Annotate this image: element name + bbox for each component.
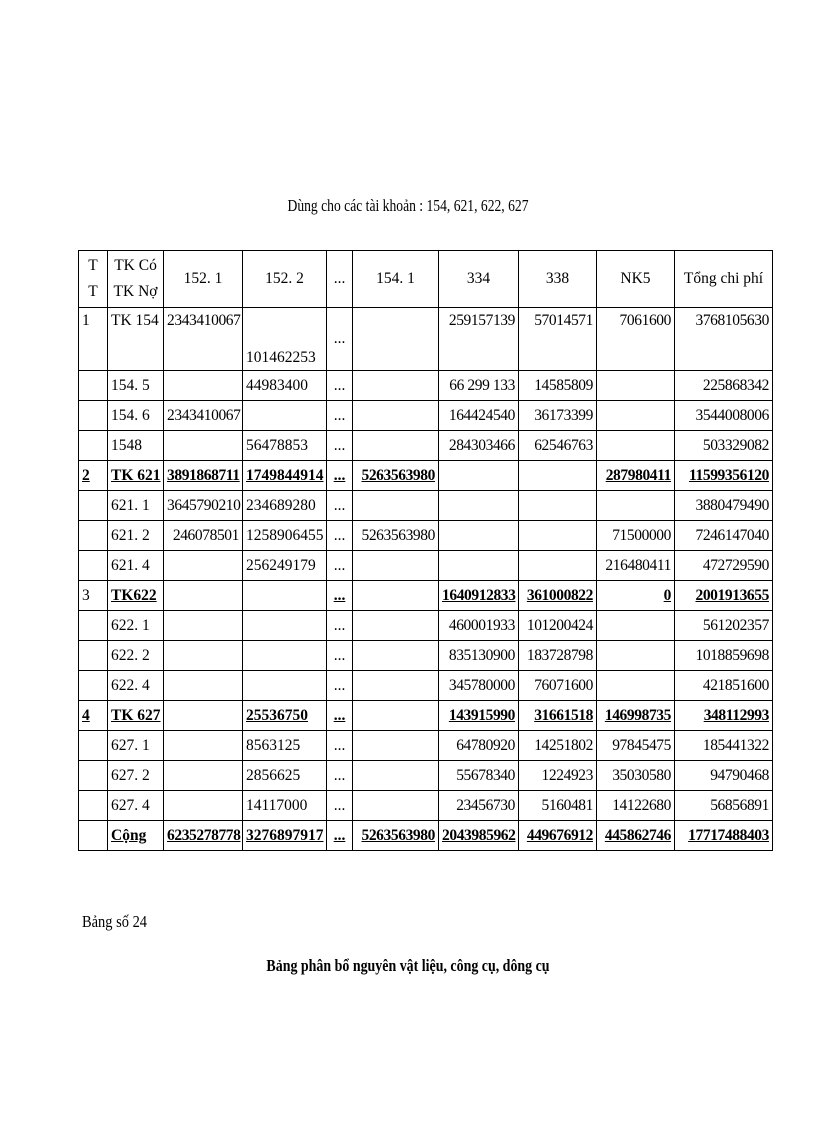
- cell-152-2: 234689280: [243, 491, 327, 521]
- cell-total: 2001913655: [675, 581, 773, 611]
- table-row: [79, 761, 773, 791]
- cell-152-2: 44983400: [243, 371, 327, 401]
- cell-account: 627. 4: [108, 791, 164, 821]
- cell-account: 627. 1: [108, 731, 164, 761]
- cell-334: 55678340: [439, 761, 519, 791]
- cell-total: 56856891: [675, 791, 773, 821]
- cell-nk5: 0: [597, 581, 675, 611]
- cell-total: 3544008006: [675, 401, 773, 431]
- cell-account: TK 154: [108, 308, 164, 371]
- cell-334: 835130900: [439, 641, 519, 671]
- header-152-2: 152. 2: [243, 251, 327, 308]
- cell-nk5: [597, 641, 675, 671]
- cell-152-1: [164, 581, 243, 611]
- table-row: [79, 521, 773, 551]
- cell-total: 561202357: [675, 611, 773, 641]
- cell-334: 284303466: [439, 431, 519, 461]
- cell-334: 164424540: [439, 401, 519, 431]
- cell-334: 66 299 133: [439, 371, 519, 401]
- cell-total: 94790468: [675, 761, 773, 791]
- cell-account: 622. 2: [108, 641, 164, 671]
- cell-account: 1548: [108, 431, 164, 461]
- table-number-label: Bảng số 24: [82, 912, 148, 931]
- cell-nk5: [597, 431, 675, 461]
- cell-334: [439, 551, 519, 581]
- cell-154-1: 5263563980: [353, 821, 439, 851]
- cell-tt: 4: [79, 701, 108, 731]
- cell-152-1: [164, 641, 243, 671]
- cell-334: 259157139: [439, 308, 519, 371]
- cell-ellipsis: ...: [327, 761, 353, 791]
- cell-338: 183728798: [519, 641, 597, 671]
- header-ellipsis: ...: [327, 251, 353, 308]
- cell-tt: 3: [79, 581, 108, 611]
- cell-154-1: [353, 491, 439, 521]
- cell-tt: [79, 431, 108, 461]
- cell-152-1: 246078501: [164, 521, 243, 551]
- header-334: 334: [439, 251, 519, 308]
- cell-152-1: [164, 671, 243, 701]
- cell-152-1: [164, 791, 243, 821]
- cell-152-1: [164, 551, 243, 581]
- cell-tt: 1: [79, 308, 108, 371]
- cell-account: TK 621: [108, 461, 164, 491]
- cell-152-2: 56478853: [243, 431, 327, 461]
- cell-338: 36173399: [519, 401, 597, 431]
- cell-152-1: [164, 371, 243, 401]
- header-152-1: 152. 1: [164, 251, 243, 308]
- cell-tt: [79, 551, 108, 581]
- cell-334: [439, 521, 519, 551]
- cell-152-1: [164, 431, 243, 461]
- cell-154-1: [353, 671, 439, 701]
- cell-nk5: [597, 371, 675, 401]
- cell-154-1: [353, 401, 439, 431]
- cell-tt: [79, 821, 108, 851]
- cell-154-1: [353, 308, 439, 371]
- cell-account: 621. 2: [108, 521, 164, 551]
- cell-152-1: [164, 761, 243, 791]
- cell-334: 64780920: [439, 731, 519, 761]
- cell-152-2: [243, 581, 327, 611]
- cell-334: [439, 461, 519, 491]
- table-row: [79, 641, 773, 671]
- cell-152-1: 3645790210: [164, 491, 243, 521]
- header-nk5: NK5: [597, 251, 675, 308]
- cell-152-1: [164, 611, 243, 641]
- cell-154-1: [353, 731, 439, 761]
- cell-account: TK 627: [108, 701, 164, 731]
- cell-338: 14585809: [519, 371, 597, 401]
- cell-334: 1640912833: [439, 581, 519, 611]
- cell-nk5: [597, 491, 675, 521]
- cell-334: 143915990: [439, 701, 519, 731]
- cell-338: 31661518: [519, 701, 597, 731]
- cell-334: 345780000: [439, 671, 519, 701]
- cell-account: 622. 4: [108, 671, 164, 701]
- cell-338: [519, 551, 597, 581]
- cell-ellipsis: ...: [327, 551, 353, 581]
- cell-334: 460001933: [439, 611, 519, 641]
- cell-152-2: [243, 641, 327, 671]
- header-154-1: 154. 1: [353, 251, 439, 308]
- cell-ellipsis: ...: [327, 581, 353, 611]
- cell-338: [519, 461, 597, 491]
- cell-total: 3880479490: [675, 491, 773, 521]
- cell-152-2: 101462253: [243, 308, 327, 371]
- cell-nk5: [597, 401, 675, 431]
- cell-nk5: 445862746: [597, 821, 675, 851]
- header-tt: T T: [79, 251, 108, 308]
- cell-ellipsis: ...: [327, 791, 353, 821]
- cell-338: 57014571: [519, 308, 597, 371]
- cell-154-1: 5263563980: [353, 521, 439, 551]
- cell-nk5: 97845475: [597, 731, 675, 761]
- cell-152-2: 14117000: [243, 791, 327, 821]
- cell-ellipsis: ...: [327, 701, 353, 731]
- cell-nk5: 35030580: [597, 761, 675, 791]
- cell-ellipsis: ...: [327, 731, 353, 761]
- table-row: [79, 671, 773, 701]
- header-row: [79, 251, 773, 308]
- cell-152-1: 2343410067: [164, 401, 243, 431]
- cell-154-1: [353, 611, 439, 641]
- cell-338: 449676912: [519, 821, 597, 851]
- cell-154-1: [353, 761, 439, 791]
- cell-nk5: [597, 671, 675, 701]
- cell-nk5: 216480411: [597, 551, 675, 581]
- cell-nk5: 14122680: [597, 791, 675, 821]
- cell-152-1: 3891868711: [164, 461, 243, 491]
- header-338: 338: [519, 251, 597, 308]
- cell-154-1: [353, 551, 439, 581]
- table-row: [79, 731, 773, 761]
- group-row: [79, 701, 773, 731]
- cell-total: 185441322: [675, 731, 773, 761]
- allocation-table: [78, 250, 773, 851]
- cell-ellipsis: ...: [327, 641, 353, 671]
- cell-account: 154. 6: [108, 401, 164, 431]
- cell-total: 7246147040: [675, 521, 773, 551]
- cell-ellipsis: ...: [327, 431, 353, 461]
- cell-nk5: 7061600: [597, 308, 675, 371]
- cell-152-2: 8563125: [243, 731, 327, 761]
- group-row: [79, 461, 773, 491]
- cell-account: 621. 1: [108, 491, 164, 521]
- cell-154-1: [353, 431, 439, 461]
- cell-154-1: [353, 641, 439, 671]
- table-row: [79, 371, 773, 401]
- cell-total: 348112993: [675, 701, 773, 731]
- cell-152-1: [164, 701, 243, 731]
- group-row: [79, 581, 773, 611]
- cell-338: 1224923: [519, 761, 597, 791]
- cell-nk5: [597, 611, 675, 641]
- cell-account: TK622: [108, 581, 164, 611]
- cell-total: 17717488403: [675, 821, 773, 851]
- cell-334: [439, 491, 519, 521]
- cell-152-2: 1749844914: [243, 461, 327, 491]
- cell-ellipsis: ...: [327, 821, 353, 851]
- cell-tt: 2: [79, 461, 108, 491]
- cell-account: Cộng: [108, 821, 164, 851]
- cell-338: 14251802: [519, 731, 597, 761]
- cell-154-1: 5263563980: [353, 461, 439, 491]
- header-total: Tổng chi phí: [675, 251, 773, 308]
- cell-tt: [79, 491, 108, 521]
- total-row: [79, 821, 773, 851]
- cell-ellipsis: ...: [327, 308, 353, 371]
- cell-154-1: [353, 791, 439, 821]
- cell-ellipsis: ...: [327, 521, 353, 551]
- table-row: [79, 551, 773, 581]
- cell-total: 225868342: [675, 371, 773, 401]
- table-row: [79, 611, 773, 641]
- cell-152-1: 2343410067: [164, 308, 243, 371]
- table-row: [79, 791, 773, 821]
- cell-tt: [79, 761, 108, 791]
- cell-152-2: [243, 611, 327, 641]
- table-row: [79, 308, 773, 371]
- cell-338: [519, 491, 597, 521]
- cell-338: 76071600: [519, 671, 597, 701]
- table-row: [79, 431, 773, 461]
- cell-ellipsis: ...: [327, 461, 353, 491]
- cell-tt: [79, 671, 108, 701]
- cell-334: 2043985962: [439, 821, 519, 851]
- table-subtitle: Dùng cho các tài khoản : 154, 621, 622, 627: [287, 196, 529, 215]
- cell-account: 627. 2: [108, 761, 164, 791]
- cell-152-2: [243, 671, 327, 701]
- cell-tt: [79, 401, 108, 431]
- cell-152-2: 1258906455: [243, 521, 327, 551]
- cell-total: 11599356120: [675, 461, 773, 491]
- cell-152-2: 256249179: [243, 551, 327, 581]
- cell-ellipsis: ...: [327, 611, 353, 641]
- cell-154-1: [353, 701, 439, 731]
- table-row: [79, 491, 773, 521]
- cell-account: 621. 4: [108, 551, 164, 581]
- page-title: Bảng phân bổ nguyên vật liệu, công cụ, dông cụ: [266, 956, 550, 975]
- cell-152-2: [243, 401, 327, 431]
- cell-338: 62546763: [519, 431, 597, 461]
- cell-152-1: [164, 731, 243, 761]
- cell-154-1: [353, 371, 439, 401]
- cell-334: 23456730: [439, 791, 519, 821]
- table-row: [79, 401, 773, 431]
- cell-tt: [79, 611, 108, 641]
- cell-ellipsis: ...: [327, 671, 353, 701]
- cell-152-2: 25536750: [243, 701, 327, 731]
- cell-total: 503329082: [675, 431, 773, 461]
- cell-152-2: 2856625: [243, 761, 327, 791]
- cell-total: 472729590: [675, 551, 773, 581]
- cell-nk5: 287980411: [597, 461, 675, 491]
- cell-338: [519, 521, 597, 551]
- cell-account: 154. 5: [108, 371, 164, 401]
- cell-total: 1018859698: [675, 641, 773, 671]
- cell-tt: [79, 731, 108, 761]
- cell-ellipsis: ...: [327, 371, 353, 401]
- cell-account: 622. 1: [108, 611, 164, 641]
- cell-152-1: 6235278778: [164, 821, 243, 851]
- cell-154-1: [353, 581, 439, 611]
- header-account: TK Có TK Nợ: [108, 251, 164, 308]
- cell-338: 101200424: [519, 611, 597, 641]
- cell-nk5: 71500000: [597, 521, 675, 551]
- cell-tt: [79, 641, 108, 671]
- cell-tt: [79, 521, 108, 551]
- cell-tt: [79, 791, 108, 821]
- cell-ellipsis: ...: [327, 491, 353, 521]
- cell-338: 361000822: [519, 581, 597, 611]
- cell-total: 421851600: [675, 671, 773, 701]
- cell-ellipsis: ...: [327, 401, 353, 431]
- cell-152-2: 3276897917: [243, 821, 327, 851]
- cell-nk5: 146998735: [597, 701, 675, 731]
- cell-tt: [79, 371, 108, 401]
- cell-338: 5160481: [519, 791, 597, 821]
- cell-total: 3768105630: [675, 308, 773, 371]
